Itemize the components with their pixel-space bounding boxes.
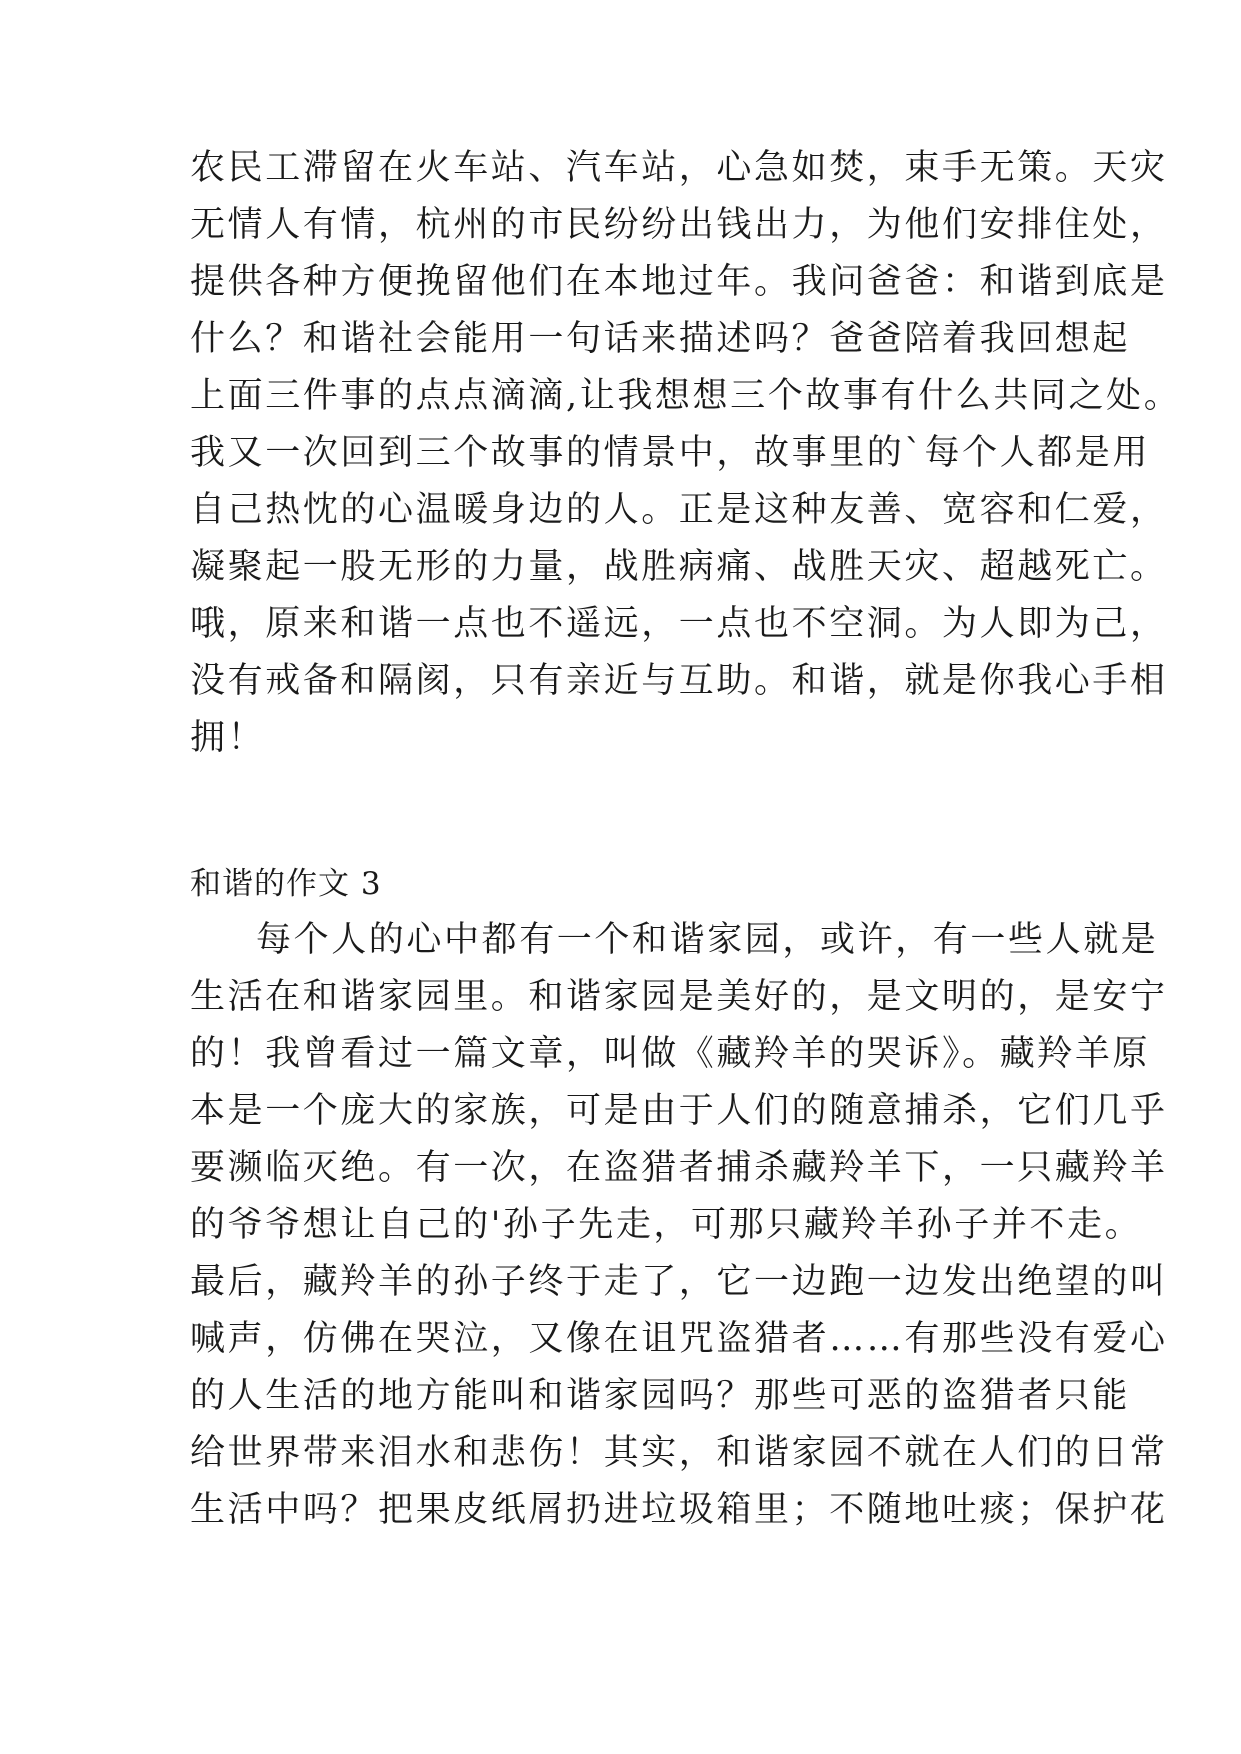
paragraph-line: 我又一次回到三个故事的情景中，故事里的`每个人都是用 [190, 433, 1151, 473]
paragraph-line: 给世界带来泪水和悲伤！其实，和谐家园不就在人们的日常 [190, 1433, 1168, 1473]
section-heading: 和谐的作文 3 [190, 866, 382, 902]
paragraph-line: 的！我曾看过一篇文章，叫做《藏羚羊的哭诉》。藏羚羊原 [190, 1034, 1151, 1074]
paragraph-line: 本是一个庞大的家族，可是由于人们的随意捕杀，它们几乎 [190, 1091, 1168, 1131]
paragraph-line: 凝聚起一股无形的力量，战胜病痛、战胜天灾、超越死亡。 [190, 547, 1168, 587]
paragraph-line: 每个人的心中都有一个和谐家园，或许，有一些人就是 [256, 920, 1159, 960]
paragraph-line: 要濒临灭绝。有一次，在盗猎者捕杀藏羚羊下，一只藏羚羊 [190, 1148, 1168, 1188]
paragraph-line: 农民工滞留在火车站、汽车站，心急如焚，束手无策。天灾 [190, 148, 1168, 188]
paragraph-line: 自己热忱的心温暖身边的人。正是这种友善、宽容和仁爱， [190, 490, 1168, 530]
paragraph-line: 提供各种方便挽留他们在本地过年。我问爸爸：和谐到底是 [190, 262, 1168, 302]
paragraph-line: 无情人有情，杭州的市民纷纷出钱出力，为他们安排住处， [190, 205, 1168, 245]
paragraph-line: 喊声，仿佛在哭泣，又像在诅咒盗猎者……有那些没有爱心 [190, 1319, 1168, 1359]
paragraph-line: 拥！ [190, 718, 266, 758]
paragraph-line: 没有戒备和隔阂，只有亲近与互助。和谐，就是你我心手相 [190, 661, 1168, 701]
paragraph-line: 生活在和谐家园里。和谐家园是美好的，是文明的，是安宁 [190, 977, 1168, 1017]
paragraph-line: 什么？和谐社会能用一句话来描述吗？爸爸陪着我回想起 [190, 319, 1131, 359]
paragraph-line: 哦，原来和谐一点也不遥远，一点也不空洞。为人即为己， [190, 604, 1168, 644]
paragraph-line: 的爷爷想让自己的'孙子先走，可那只藏羚羊孙子并不走。 [190, 1205, 1143, 1245]
paragraph-line: 的人生活的地方能叫和谐家园吗？那些可恶的盗猎者只能 [190, 1376, 1131, 1416]
paragraph-line: 上面三件事的点点滴滴,让我想想三个故事有什么共同之处。 [190, 376, 1182, 416]
paragraph-line: 最后，藏羚羊的孙子终于走了，它一边跑一边发出绝望的叫 [190, 1262, 1168, 1302]
paragraph-line: 生活中吗？把果皮纸屑扔进垃圾箱里；不随地吐痰；保护花 [190, 1490, 1168, 1530]
